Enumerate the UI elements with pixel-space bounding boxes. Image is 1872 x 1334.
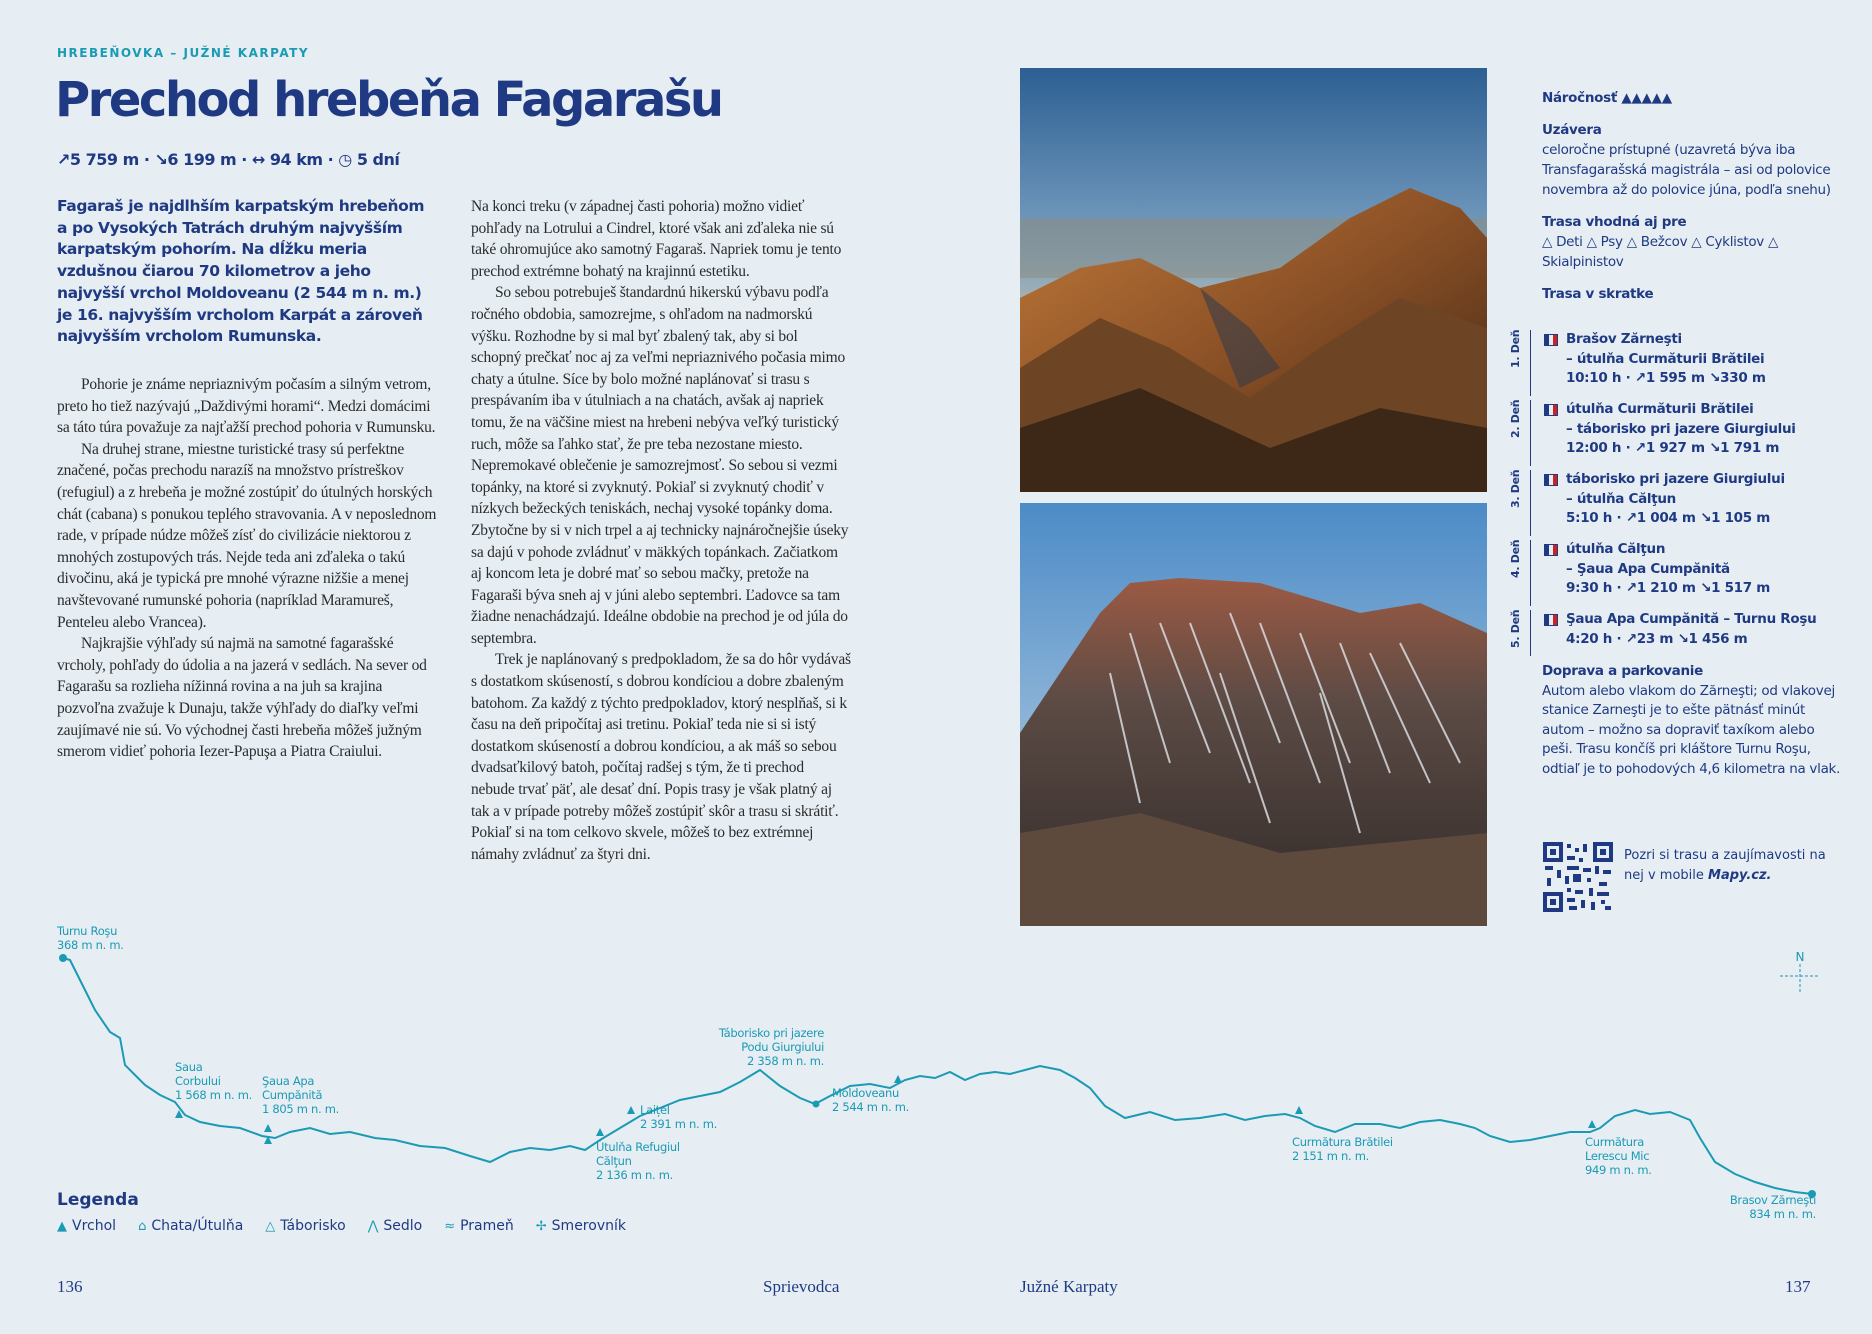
info-sidebar — [1542, 88, 1842, 304]
page-number-left: 136 — [57, 1277, 83, 1296]
day-stats: 12:00 h · ↗1 927 m ↘1 791 m — [1566, 440, 1780, 456]
legend-item — [444, 1218, 514, 1234]
camp-icon: △ — [265, 1218, 276, 1234]
lead-paragraph: Fagaraš je najdlhším karpatským hrebeňom a po Vysokých Tatrách druhým najvyšším karpatským pohorím. Na dĺžku meria vzdušnou čiarou 70 kilometrov a jeho najvyšší vrchol Moldoveanu (2 544 m n. m.) je 16. najvyšším vrcholom Karpát a zároveň najvyšším vrcholom Rumunska. — [57, 197, 425, 346]
point-name: Táborisko pri jazere Podu Giurgiului — [718, 1026, 824, 1054]
legend-label: Prameň — [460, 1218, 514, 1234]
profile-label — [175, 1060, 252, 1102]
running-head-right: Južné Karpaty — [1020, 1277, 1118, 1296]
day-to: – Şaua Apa Cumpănită — [1566, 560, 1730, 577]
legend-label: Sedlo — [383, 1218, 423, 1234]
point-alt: 1 805 m n. m. — [262, 1102, 339, 1116]
summary-title: Trasa v skratke — [1542, 286, 1654, 302]
flag-icon — [1544, 544, 1558, 556]
point-alt: 2 136 m n. m. — [596, 1168, 673, 1182]
point-alt: 2 151 m n. m. — [1292, 1149, 1369, 1163]
day-label: 4. Deň — [1509, 539, 1522, 578]
paragraph: Trek je naplánovaný s predpokladom, že sa do hôr vydávaš s dostatkom skúseností, s dobrou kondíciou a dobre zbaleným batohom. Za každý z týchto predpokladov, ktorý nesplňaš, si k času na deň pripočítaj asi tretinu. Pokiaľ teda nie si si istý dostatkom skúseností a dobrou kondíciou, a ak máš so sebou dvadsaťkilový batoh, počítaj radšej s tým, že ti prechod nebude trvať päť, ale desať dní. Popis trasy je však platný aj tak a v prípade potreby môžeš zostúpiť skôr a trasu si skrátiť. Pokiaľ si na tom celkovo skvele, môžeš to bez extrémnej námahy zvládnuť za štyri dni. — [471, 651, 851, 863]
day-from: útulňa Călţun — [1566, 541, 1666, 557]
profile-label — [640, 1103, 717, 1131]
point-name: Curmătura Lerescu Mic — [1585, 1135, 1650, 1163]
compass-n: N — [1795, 950, 1805, 964]
legend-label: Chata/Útulňa — [151, 1218, 244, 1234]
legend — [57, 1218, 626, 1234]
legend-item — [536, 1218, 626, 1234]
peak-icon: ▲ — [57, 1218, 67, 1234]
day-label: 2. Deň — [1509, 399, 1522, 438]
photo-mountain-snow — [1020, 503, 1487, 926]
day-item — [1508, 610, 1848, 660]
text-column-1 — [57, 374, 437, 763]
day-label: 1. Deň — [1509, 329, 1522, 368]
spring-icon: ≈ — [444, 1218, 456, 1234]
legend-item — [57, 1218, 116, 1234]
paragraph: So sebou potrebuješ štandardnú hikerskú výbavu podľa ročného obdobia, samozrejme, s ohľadom na nadmorskú výšku. Rozhodne by si mal byť zbalený tak, aby si bol schopný prečkať noc aj za veľmi nepriaznivého počasia mimo chaty a útulne. Síce by bolo možné naplánovať si trasu s prespávaním iba v útulniach a na chatách, avšak aj napriek tomu, že na väčšine miest na hrebeni nebýva veľký turistický ruch, môže sa ľahko stať, že pre teba nezostane miesto. Nepremokavé oblečenie je samozrejmosť. So sebou si vezmi topánky, na ktoré si zvyknutý. Pokiaľ si zvyknutý chodiť v nízkych bežeckých teniskách, nechaj vysoké topánky doma. Zbytočne by si v nich trpel a aj technicky najnáročnejšie úseky sa dajú v pohode zvládnuť v mäkkých topánkach. Začiatkom aj koncom leta je dobré mať so sebou mačky, pretože na Fagaraši býva sneh aj v júni alebo septembri. Ľadovce sa tam žiadne nenachádzajú. Ideálne obdobie na prechod je od júla do septembra. — [471, 284, 849, 647]
saddle-icon: ⋀ — [367, 1218, 379, 1234]
day-item — [1508, 400, 1848, 470]
point-alt: 949 m n. m. — [1585, 1163, 1652, 1177]
suitable-title: Trasa vhodná aj pre — [1542, 214, 1687, 230]
photo-ridge-sunset — [1020, 68, 1487, 492]
point-name: Turnu Roşu — [57, 924, 118, 938]
day-list — [1508, 330, 1848, 660]
flag-icon — [1544, 474, 1558, 486]
day-label: 5. Deň — [1509, 609, 1522, 648]
profile-label — [1292, 1135, 1393, 1163]
flag-icon — [1544, 334, 1558, 346]
hut-icon: ⌂ — [138, 1218, 147, 1234]
legend-item — [138, 1218, 243, 1234]
day-from: Şaua Apa Cumpănită – Turnu Roşu — [1566, 611, 1817, 627]
page-title: Prechod hrebeňa Fagarašu — [55, 72, 722, 128]
day-label: 3. Deň — [1509, 469, 1522, 508]
flag-icon — [1544, 614, 1558, 626]
paragraph: Na konci treku (v západnej časti pohoria) možno vidieť pohľady na Lotrului a Cindrel, ktoré však ani zďaleka nie sú také ohromujúce ako samotný Fagaraš. Napriek tomu je tento prechod extrémne bohatý na krajinnú estetiku. — [471, 198, 842, 280]
day-stats: 4:20 h · ↗23 m ↘1 456 m — [1566, 630, 1748, 647]
profile-label — [700, 1026, 824, 1068]
day-from: Brašov Zărneşti — [1566, 331, 1682, 347]
day-to: – útulňa Călţun — [1566, 490, 1676, 507]
transport-block — [1542, 662, 1842, 779]
profile-label — [832, 1086, 909, 1114]
page-number-right: 137 — [1785, 1277, 1811, 1296]
text-column-2 — [471, 196, 851, 865]
legend-title: Legenda — [57, 1190, 139, 1210]
day-to: – táborisko pri jazere Giurgiului — [1566, 420, 1796, 437]
transport-title: Doprava a parkovanie — [1542, 663, 1703, 679]
day-stats: 5:10 h · ↗1 004 m ↘1 105 m — [1566, 510, 1771, 526]
legend-item — [265, 1218, 345, 1234]
point-alt: 2 391 m n. m. — [640, 1117, 717, 1131]
day-stats: 10:10 h · ↗1 595 m ↘330 m — [1566, 370, 1766, 386]
legend-label: Smerovník — [551, 1218, 626, 1234]
point-name: Şaua Apa Cumpănită — [262, 1074, 323, 1102]
paragraph: Najkrajšie výhľady sú najmä na samotné fagarašské vrcholy, pohľady do údolia a na jazerá v sedlách. Na sever od Fagarašu sa rozlieha nížinná rovina a na juh sa krajina pozvoľna zvažuje k Dunaju, takže výhľady do diaľky veľmi zaujímavé nie sú. Vo východnej časti hrebeňa môžeš južným smerom vidieť pohoria Iezer-Papuşa a Piatra Craiului. — [57, 635, 427, 761]
difficulty: Náročnosť ▲▲▲▲▲ — [1542, 90, 1672, 106]
qr-link[interactable]: Mapy.cz. — [1708, 868, 1772, 883]
profile-label — [1585, 1135, 1665, 1177]
profile-label — [596, 1140, 686, 1182]
qr-text: Pozri si trasu a zaujímavosti na nej v mobile — [1624, 848, 1826, 883]
route-stats: ↗5 759 m · ↘6 199 m · ↔ 94 km · ◷ 5 dní — [57, 150, 400, 169]
point-name: Brasov Zărneşti — [1729, 1193, 1816, 1207]
point-name: Saua Corbului — [175, 1060, 221, 1088]
day-from: útulňa Curmăturii Brătilei — [1566, 401, 1754, 417]
profile-label — [262, 1074, 339, 1116]
point-alt: 2 358 m n. m. — [747, 1054, 824, 1068]
section-kicker: HREBEŇOVKA – JUŽNÉ KARPATY — [57, 46, 310, 60]
qr-caption — [1624, 846, 1844, 886]
point-alt: 1 568 m n. m. — [175, 1088, 252, 1102]
point-name: Curmătura Brătilei — [1292, 1135, 1393, 1149]
closure-title: Uzávera — [1542, 122, 1602, 138]
day-to: – útulňa Curmăturii Brătilei — [1566, 350, 1765, 367]
profile-label — [1726, 1193, 1816, 1221]
day-stats: 9:30 h · ↗1 210 m ↘1 517 m — [1566, 580, 1771, 596]
paragraph: Pohorie je známe nepriaznivým počasím a silným vetrom, preto ho tiež nazývajú „Daždivými horami“. Medzi domácimi sa táto túra považuje za najťažší prechod pohoria v Rumunsku. — [57, 376, 436, 437]
elevation-profile — [0, 900, 1872, 1240]
day-item — [1508, 470, 1848, 540]
point-alt: 834 m n. m. — [1749, 1207, 1816, 1221]
suitable-text: △ Deti △ Psy △ Bežcov △ Cyklistov △ Skialpinistov — [1542, 234, 1779, 270]
signpost-icon: ✢ — [535, 1218, 547, 1234]
profile-label — [57, 924, 124, 952]
point-name: Moldoveanu — [832, 1086, 899, 1100]
transport-text: Autom alebo vlakom do Zărneşti; od vlakovej stanice Zarneşti je to ešte pätnásť minút autom – možno sa dopraviť taxíkom alebo peši. Trasu končíš pri kláštore Turnu Roşu, odtiaľ je to pohodových 4,6 kilometra na vlak. — [1542, 682, 1841, 777]
point-name: Laițel — [640, 1103, 670, 1117]
point-name: Útulňa Refugiul Călţun — [596, 1140, 680, 1168]
running-head-left: Sprievodca — [763, 1277, 840, 1296]
day-item — [1508, 540, 1848, 610]
closure-text: celoročne prístupné (uzavretá býva iba Transfagarašská magistrála – asi od polovice novembra až do polovice júna, podľa snehu) — [1542, 142, 1831, 198]
day-from: táborisko pri jazere Giurgiului — [1566, 471, 1785, 487]
legend-item — [368, 1218, 423, 1234]
legend-label: Vrchol — [72, 1218, 117, 1234]
day-item — [1508, 330, 1848, 400]
point-alt: 2 544 m n. m. — [832, 1100, 909, 1114]
paragraph: Na druhej strane, miestne turistické trasy sú perfektne značené, počas prechodu narazíš na množstvo prístreškov (refugiul) a z hrebeňa je možné zostúpiť do útulných horských chát (cabana) s ponukou teplého stravovania. A v neposlednom rade, v prípade núdze môžeš zísť do civilizácie niektorou z mnohých zostupových trás. Nejde teda ani zďaleka o takú divočinu, aká je typická pre mnohé výrazne nižšie a menej navštevované rumunské pohoria (napríklad Maramureš, Penteleu alebo Vrancea). — [57, 440, 437, 631]
legend-label: Táborisko — [280, 1218, 346, 1234]
point-alt: 368 m n. m. — [57, 938, 124, 952]
flag-icon — [1544, 404, 1558, 416]
